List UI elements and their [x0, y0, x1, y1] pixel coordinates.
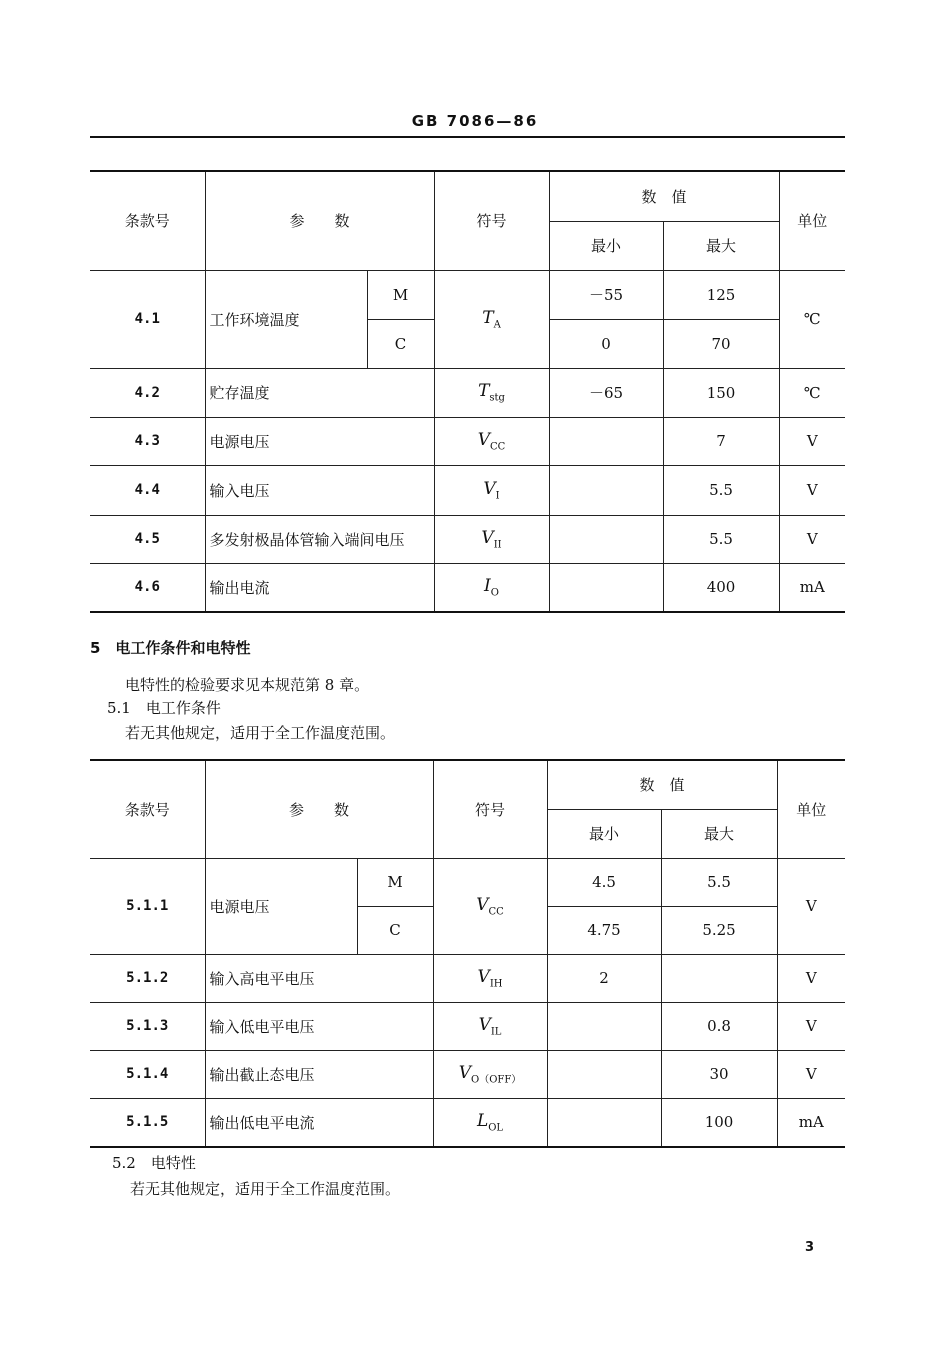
param-cell: 输入低电平电压 [205, 1002, 433, 1050]
header-unit: 单位 [777, 760, 845, 858]
header-clause: 条款号 [90, 171, 205, 270]
operating-conditions-table [90, 759, 845, 1148]
min-cell [549, 465, 663, 515]
max-cell: 5.25 [661, 906, 777, 954]
clause-cell: 5.1.1 [90, 858, 205, 954]
clause-cell: 4.6 [90, 563, 205, 612]
param-cell: 输出电流 [205, 563, 434, 612]
section-5-intro: 电特性的检验要求见本规范第 8 章。 [125, 676, 370, 694]
table-row [90, 858, 845, 906]
unit-cell: V [777, 1002, 845, 1050]
max-cell [661, 954, 777, 1002]
table-row [90, 1050, 845, 1098]
section-5-2-heading: 5.2 电特性 [112, 1154, 196, 1172]
clause-cell: 4.3 [90, 417, 205, 465]
grade-m-cell: M [367, 270, 434, 319]
symbol-cell: $V_{II}$ [434, 515, 549, 563]
max-cell: 30 [661, 1050, 777, 1098]
table-row [90, 465, 845, 515]
min-cell: －55 [549, 270, 663, 319]
min-cell [547, 1050, 661, 1098]
max-cell: 400 [663, 563, 779, 612]
unit-cell: V [779, 417, 845, 465]
min-cell [549, 417, 663, 465]
max-cell: 5.5 [661, 858, 777, 906]
page-number: 3 [805, 1240, 815, 1255]
table-row [90, 515, 845, 563]
unit-cell: ℃ [779, 368, 845, 417]
clause-cell: 4.4 [90, 465, 205, 515]
unit-cell: V [777, 1050, 845, 1098]
header-symbol: 符号 [434, 171, 549, 270]
grade-c-cell: C [357, 906, 433, 954]
unit-cell: V [779, 515, 845, 563]
param-cell: 多发射极晶体管输入端间电压 [205, 515, 434, 563]
grade-m-cell: M [357, 858, 433, 906]
param-cell: 贮存温度 [205, 368, 434, 417]
table-row [90, 1098, 845, 1147]
unit-cell: mA [779, 563, 845, 612]
unit-cell: V [777, 954, 845, 1002]
symbol-cell: $V_{O(OFF)}$ [433, 1050, 547, 1098]
header-param: 参 数 [205, 171, 434, 270]
symbol-cell: $V_{IL}$ [433, 1002, 547, 1050]
table-row [90, 417, 845, 465]
min-cell [547, 1098, 661, 1147]
document-header: GB 7086—86 [411, 112, 539, 130]
table-row [90, 1002, 845, 1050]
symbol-cell: $V_I$ [434, 465, 549, 515]
max-cell: 0.8 [661, 1002, 777, 1050]
clause-cell: 4.2 [90, 368, 205, 417]
clause-cell: 5.1.3 [90, 1002, 205, 1050]
table-row [90, 954, 845, 1002]
min-cell: 4.75 [547, 906, 661, 954]
min-cell [547, 1002, 661, 1050]
section-5-heading: 5 电工作条件和电特性 [90, 639, 251, 657]
symbol-cell: $T_A$ [434, 270, 549, 368]
header-min: 最小 [549, 221, 663, 270]
max-cell: 5.5 [663, 465, 779, 515]
header-min: 最小 [547, 809, 661, 858]
section-5-2-note: 若无其他规定，适用于全工作温度范围。 [130, 1180, 401, 1198]
clause-cell: 4.1 [90, 270, 205, 368]
unit-cell: mA [777, 1098, 845, 1147]
symbol-cell: $V_{IH}$ [433, 954, 547, 1002]
header-max: 最大 [661, 809, 777, 858]
min-cell: －65 [549, 368, 663, 417]
min-cell [549, 515, 663, 563]
param-cell: 工作环境温度 [205, 270, 367, 368]
section-5-1-note: 若无其他规定，适用于全工作温度范围。 [125, 724, 396, 742]
header-unit: 单位 [779, 171, 845, 270]
symbol-cell: $I_O$ [434, 563, 549, 612]
symbol-cell: $V_{CC}$ [434, 417, 549, 465]
max-cell: 5.5 [663, 515, 779, 563]
clause-cell: 5.1.4 [90, 1050, 205, 1098]
table-row [90, 368, 845, 417]
header-value: 数 值 [547, 760, 777, 809]
symbol-cell: $T_{stg}$ [434, 368, 549, 417]
param-cell: 输入高电平电压 [205, 954, 433, 1002]
header-symbol: 符号 [433, 760, 547, 858]
clause-cell: 4.5 [90, 515, 205, 563]
max-cell: 7 [663, 417, 779, 465]
param-cell: 输出截止态电压 [205, 1050, 433, 1098]
clause-cell: 5.1.5 [90, 1098, 205, 1147]
symbol-cell: $V_{CC}$ [433, 858, 547, 954]
header-param: 参 数 [205, 760, 433, 858]
param-cell: 电源电压 [205, 858, 357, 954]
max-cell: 70 [663, 319, 779, 368]
min-cell [549, 563, 663, 612]
symbol-cell: $L_{OL}$ [433, 1098, 547, 1147]
header-clause: 条款号 [90, 760, 205, 858]
min-cell: 4.5 [547, 858, 661, 906]
min-cell: 2 [547, 954, 661, 1002]
unit-cell: ℃ [779, 270, 845, 368]
unit-cell: V [777, 858, 845, 954]
table-row [90, 270, 845, 319]
param-cell: 输入电压 [205, 465, 434, 515]
clause-cell: 5.1.2 [90, 954, 205, 1002]
table-row [90, 563, 845, 612]
max-cell: 125 [663, 270, 779, 319]
max-cell: 150 [663, 368, 779, 417]
header-max: 最大 [663, 221, 779, 270]
header-value: 数 值 [549, 171, 779, 221]
min-cell: 0 [549, 319, 663, 368]
header-rule [90, 136, 845, 138]
max-cell: 100 [661, 1098, 777, 1147]
grade-c-cell: C [367, 319, 434, 368]
param-cell: 电源电压 [205, 417, 434, 465]
section-5-1-heading: 5.1 电工作条件 [107, 699, 221, 717]
ratings-table [90, 170, 845, 613]
unit-cell: V [779, 465, 845, 515]
param-cell: 输出低电平电流 [205, 1098, 433, 1147]
